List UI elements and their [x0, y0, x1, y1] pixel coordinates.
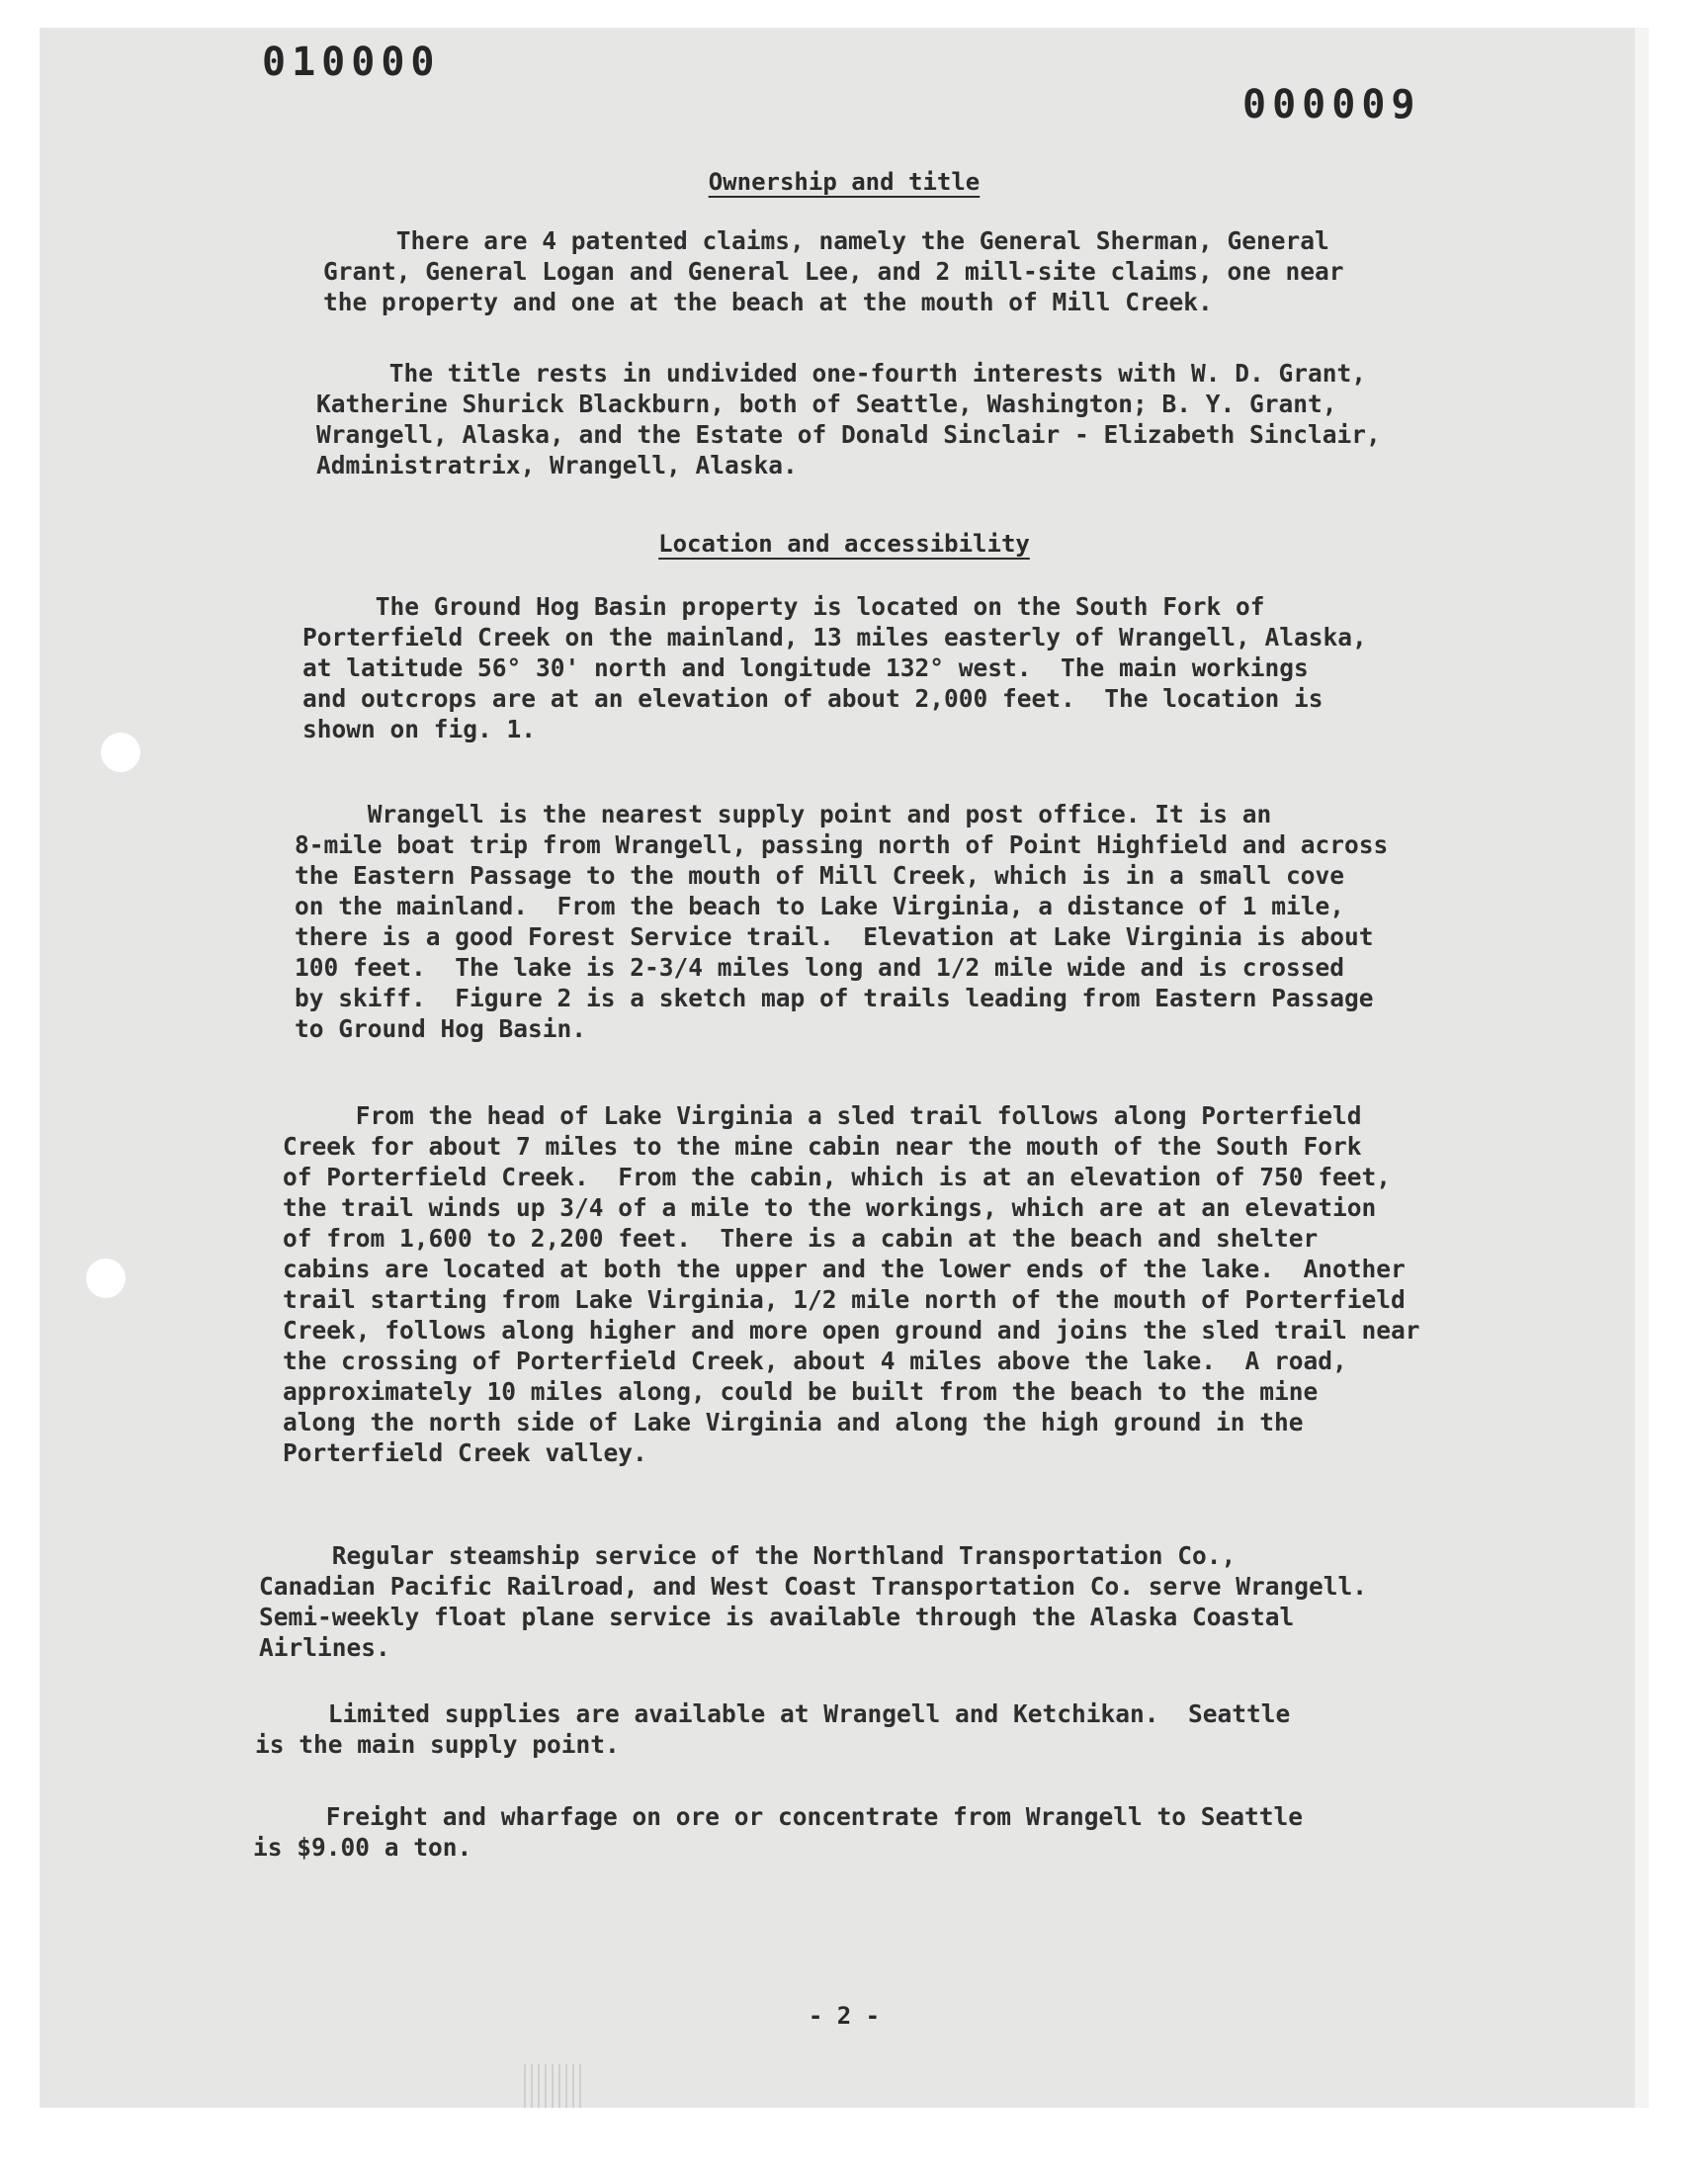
paragraph-title: The title rests in undivided one-fourth interests with W. D. Grant, Katherine Shurick Blackburn, both of Seattle, Washington; B. Y. Grant, Wrangell, Alaska, and the Estate of Donald Sinclair - Elizabeth Sinclair, Administratrix, Wrangell, Alaska.	[316, 359, 1381, 479]
page-number: - 2 -	[808, 2002, 881, 2030]
paragraph-supplies: Limited supplies are available at Wrangell and Ketchikan. Seattle is the main supply point.	[255, 1699, 1291, 1759]
section-heading-ownership: Ownership and title	[708, 168, 981, 196]
document-page	[40, 28, 1649, 2108]
section-heading-location: Location and accessibility	[658, 530, 1030, 558]
paragraph-trails: From the head of Lake Virginia a sled trail follows along Porterfield Creek for about 7 miles to the mine cabin near the mouth of the South Fork of Porterfield Creek. From the cabin, which is at an elevation of 750 feet, the trail winds up 3/4 of a mile to the workings, which are at an elevation of from 1,600 to 2,200 feet. There is a cabin at the beach and shelter cabins are located at both the upper and the lower ends of the lake. Another trail starting from Lake Virginia, 1/2 mile north of the mouth of Porterfield Creek, follows along higher and more open ground and joins the sled trail near the crossing of Porterfield Creek, about 4 miles above the lake. A road, approximately 10 miles along, could be built from the beach to the mine along the north side of Lake Virginia and along the high ground in the Porterfield Creek valley.	[283, 1101, 1420, 1467]
punch-hole-icon	[101, 733, 140, 772]
punch-hole-icon	[86, 1259, 126, 1298]
scan-artifact	[524, 2064, 583, 2108]
document-number-stamp-left: 010000	[262, 40, 441, 85]
paragraph-transport: Regular steamship service of the Northland Transportation Co., Canadian Pacific Railroad, and West Coast Transportation Co. serve Wrangell. Semi-weekly float plane service is available through the Alaska Coastal Airlines.	[259, 1541, 1368, 1662]
paragraph-freight: Freight and wharfage on ore or concentrate from Wrangell to Seattle is $9.00 a ton.	[253, 1802, 1304, 1862]
document-number-stamp-right: 000009	[1242, 82, 1421, 128]
scan-edge	[1635, 28, 1649, 2108]
paragraph-supply-point: Wrangell is the nearest supply point and post office. It is an 8-mile boat trip from Wrangell, passing north of Point Highfield and across the Eastern Passage to the mouth of Mill Creek, which is in a small cove on the mainland. From the beach to Lake Virginia, a distance of 1 mile, there is a good Forest Service trail. Elevation at Lake Virginia is about 100 feet. The lake is 2-3/4 miles long and 1/2 mile wide and is crossed by skiff. Figure 2 is a sketch map of trails leading from Eastern Passage to Ground Hog Basin.	[295, 800, 1389, 1043]
paragraph-claims: There are 4 patented claims, namely the General Sherman, General Grant, General Logan and General Lee, and 2 mill-site claims, one near the property and one at the beach at the mouth of Mill Creek.	[323, 226, 1344, 316]
paragraph-location: The Ground Hog Basin property is located on the South Fork of Porterfield Creek on the mainland, 13 miles easterly of Wrangell, Alaska, at latitude 56° 30' north and longitude 132° west. The main workings and outcrops are at an elevation of about 2,000 feet. The location is shown on fig. 1.	[302, 592, 1367, 743]
